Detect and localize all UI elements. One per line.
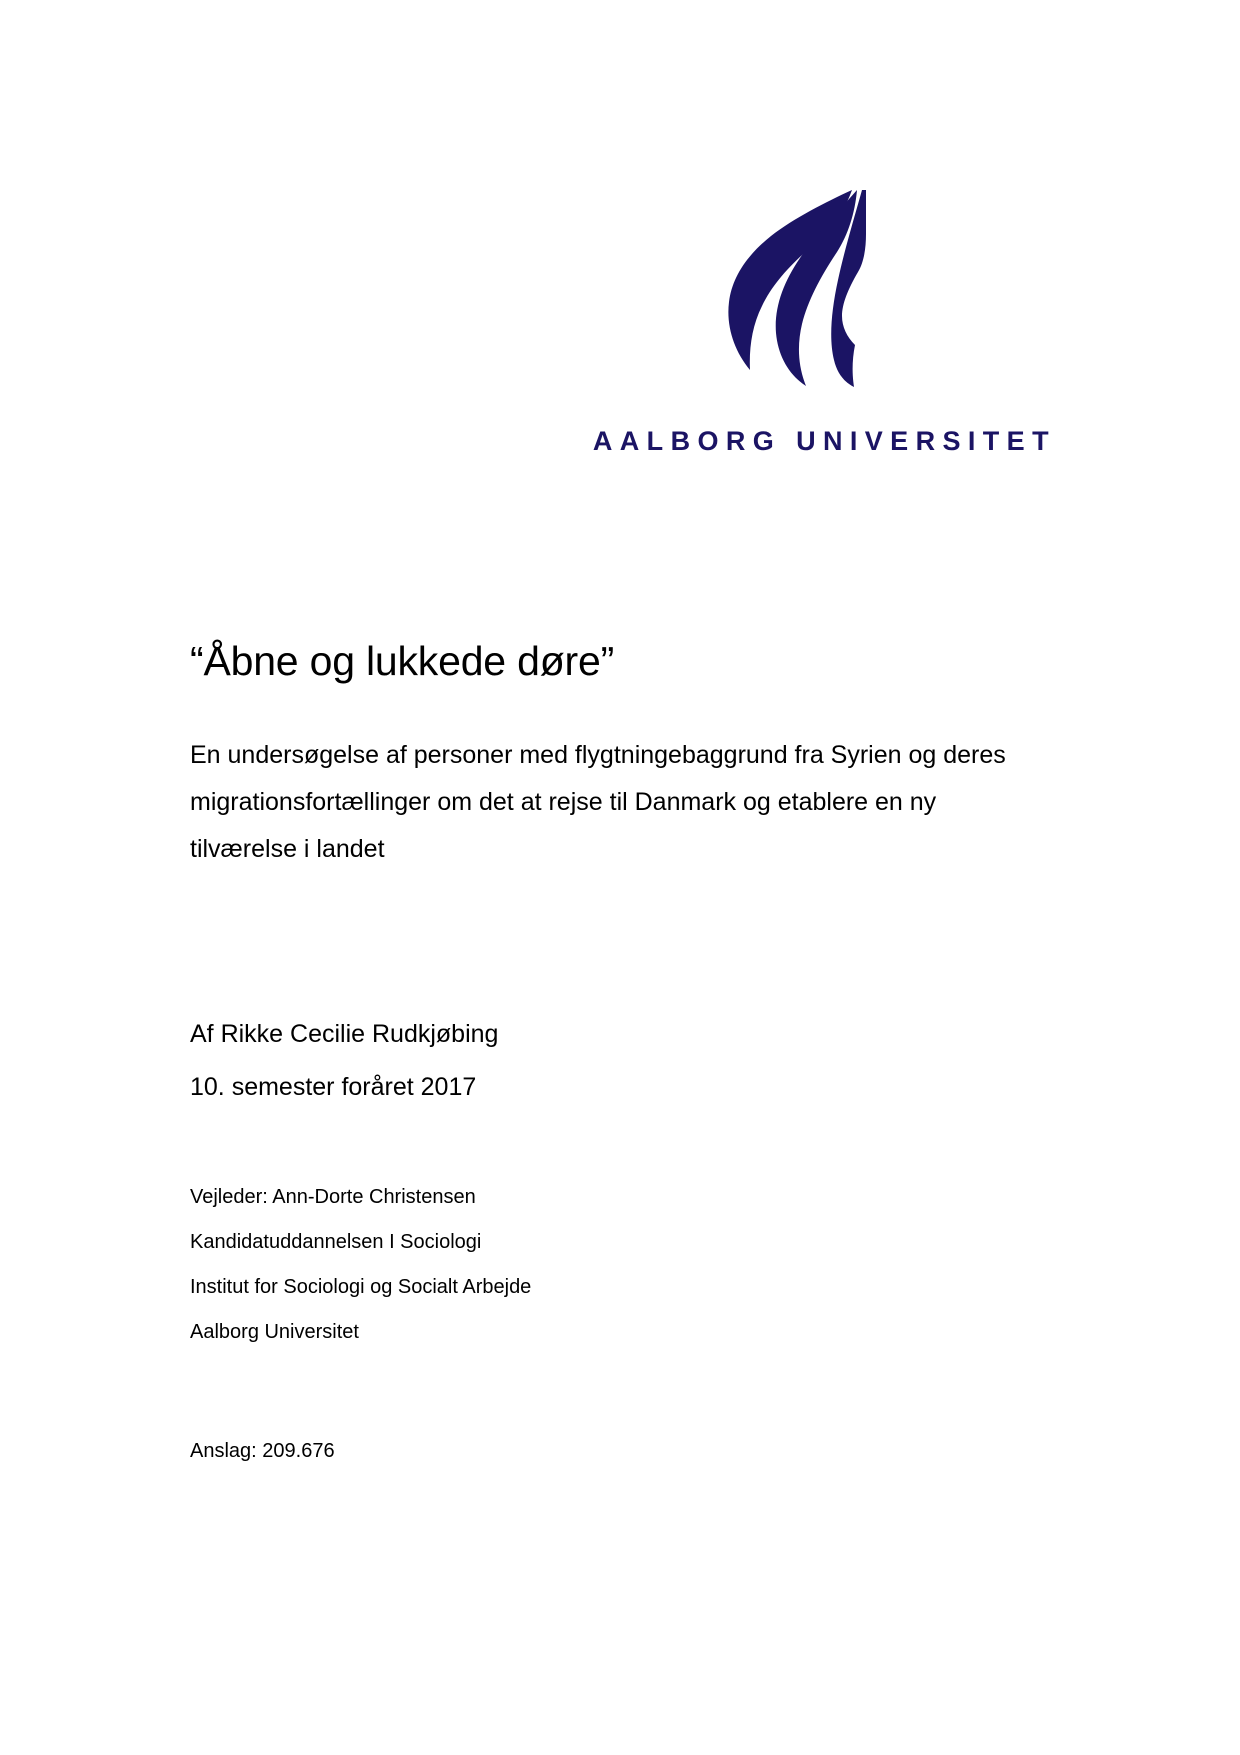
semester-label: 10. semester foråret 2017 [190, 1073, 477, 1101]
character-count: Anslag: 209.676 [190, 1440, 335, 1462]
university-logo [556, 188, 1056, 478]
subtitle-line: En undersøgelse af personer med flygtningebaggrund fra Syrien og deres [190, 741, 1006, 769]
department-line: Institut for Sociologi og Socialt Arbejde [190, 1276, 532, 1298]
subtitle-line: tilværelse i landet [190, 835, 385, 863]
document-subtitle [190, 732, 1070, 873]
university-wordmark: AALBORG UNIVERSITET [592, 426, 1056, 456]
supervisor-line: Vejleder: Ann-Dorte Christensen [190, 1186, 476, 1208]
aalborg-university-flame-logo-icon [676, 188, 866, 388]
university-line: Aalborg Universitet [190, 1321, 359, 1343]
subtitle-line: migrationsfortællinger om det at rejse til Danmark og etablere en ny [190, 788, 937, 816]
programme-line: Kandidatuddannelsen I Sociologi [190, 1231, 482, 1253]
author-name: Af Rikke Cecilie Rudkjøbing [190, 1020, 499, 1048]
document-metadata [190, 1175, 531, 1355]
page-title: “Åbne og lukkede døre” [190, 638, 615, 684]
